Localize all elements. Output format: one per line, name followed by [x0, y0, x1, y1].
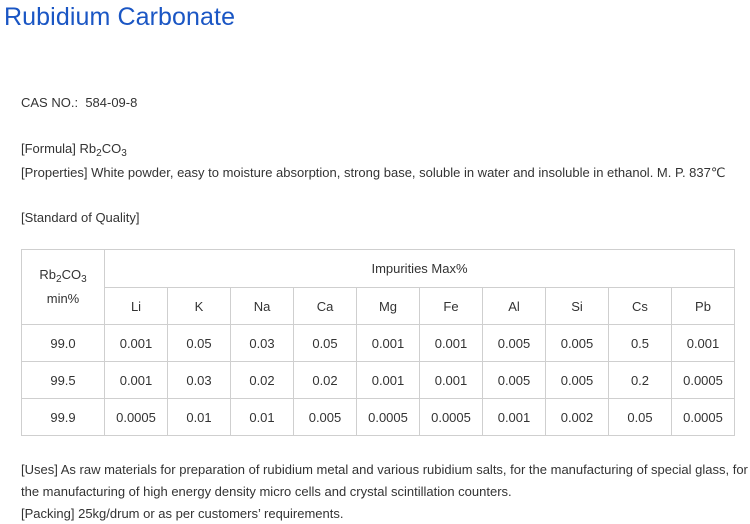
element-header: Li [105, 288, 168, 325]
element-header: K [168, 288, 231, 325]
impurity-cell: 0.05 [294, 325, 357, 362]
impurity-cell: 0.001 [105, 362, 168, 399]
table-row [22, 399, 735, 436]
impurity-cell: 0.001 [672, 325, 735, 362]
impurities-header: Impurities Max% [105, 250, 735, 288]
impurity-cell: 0.03 [231, 325, 294, 362]
impurity-cell: 0.0005 [672, 399, 735, 436]
impurity-cell: 0.005 [546, 325, 609, 362]
impurity-cell: 0.05 [168, 325, 231, 362]
impurity-cell: 0.001 [483, 399, 546, 436]
element-header: Al [483, 288, 546, 325]
standard-heading: [Standard of Quality] [21, 210, 140, 225]
impurity-cell: 0.02 [294, 362, 357, 399]
element-header: Pb [672, 288, 735, 325]
quality-table [21, 249, 735, 436]
element-header: Fe [420, 288, 483, 325]
formula-line [21, 138, 127, 159]
impurity-cell: 0.005 [294, 399, 357, 436]
table-row [22, 362, 735, 399]
element-header: Si [546, 288, 609, 325]
cas-value: 584-09-8 [85, 95, 138, 110]
impurity-cell: 0.03 [168, 362, 231, 399]
impurity-cell: 0.01 [231, 399, 294, 436]
impurity-cell: 0.001 [357, 325, 420, 362]
uses-text: [Uses] As raw materials for preparation of rubidium metal and various rubidium salts, for the manufacturing of special glass, for the manufacturing of high energy density micro cells and crystal scintillation counters. [21, 462, 748, 499]
impurity-cell: 0.005 [483, 325, 546, 362]
impurity-cell: 0.001 [420, 325, 483, 362]
impurity-cell: 0.005 [546, 362, 609, 399]
element-header: Na [231, 288, 294, 325]
table-row [22, 325, 735, 362]
impurity-cell: 0.2 [609, 362, 672, 399]
impurity-cell: 0.001 [357, 362, 420, 399]
impurity-cell: 0.0005 [420, 399, 483, 436]
min-purity-cell: 99.9 [22, 399, 105, 436]
page-title: Rubidium Carbonate [4, 3, 236, 31]
cas-label: CAS NO.: [21, 95, 79, 110]
element-header: Cs [609, 288, 672, 325]
formula-label: [Formula] [21, 141, 76, 156]
cas-number [21, 92, 137, 113]
rb2co3-min-header: $Rb_2CO_3$ min% [22, 250, 105, 325]
properties-text: [Properties] White powder, easy to moisture absorption, strong base, soluble in water and insoluble in ethanol. M. P. 837℃ [21, 165, 726, 180]
min-purity-cell: 99.0 [22, 325, 105, 362]
impurity-cell: 0.0005 [672, 362, 735, 399]
element-header-row [22, 288, 735, 325]
impurity-cell: 0.005 [483, 362, 546, 399]
impurity-cell: 0.001 [105, 325, 168, 362]
formula-value: $Rb_2CO_3$ [79, 141, 127, 159]
impurity-cell: 0.0005 [357, 399, 420, 436]
impurity-cell: 0.0005 [105, 399, 168, 436]
packing-text: [Packing] 25kg/drum or as per customers’ requirements. [21, 506, 344, 521]
impurity-cell: 0.05 [609, 399, 672, 436]
impurity-cell: 0.002 [546, 399, 609, 436]
impurity-cell: 0.02 [231, 362, 294, 399]
impurity-cell: 0.001 [420, 362, 483, 399]
impurity-cell: 0.01 [168, 399, 231, 436]
min-purity-cell: 99.5 [22, 362, 105, 399]
element-header: Ca [294, 288, 357, 325]
element-header: Mg [357, 288, 420, 325]
impurity-cell: 0.5 [609, 325, 672, 362]
